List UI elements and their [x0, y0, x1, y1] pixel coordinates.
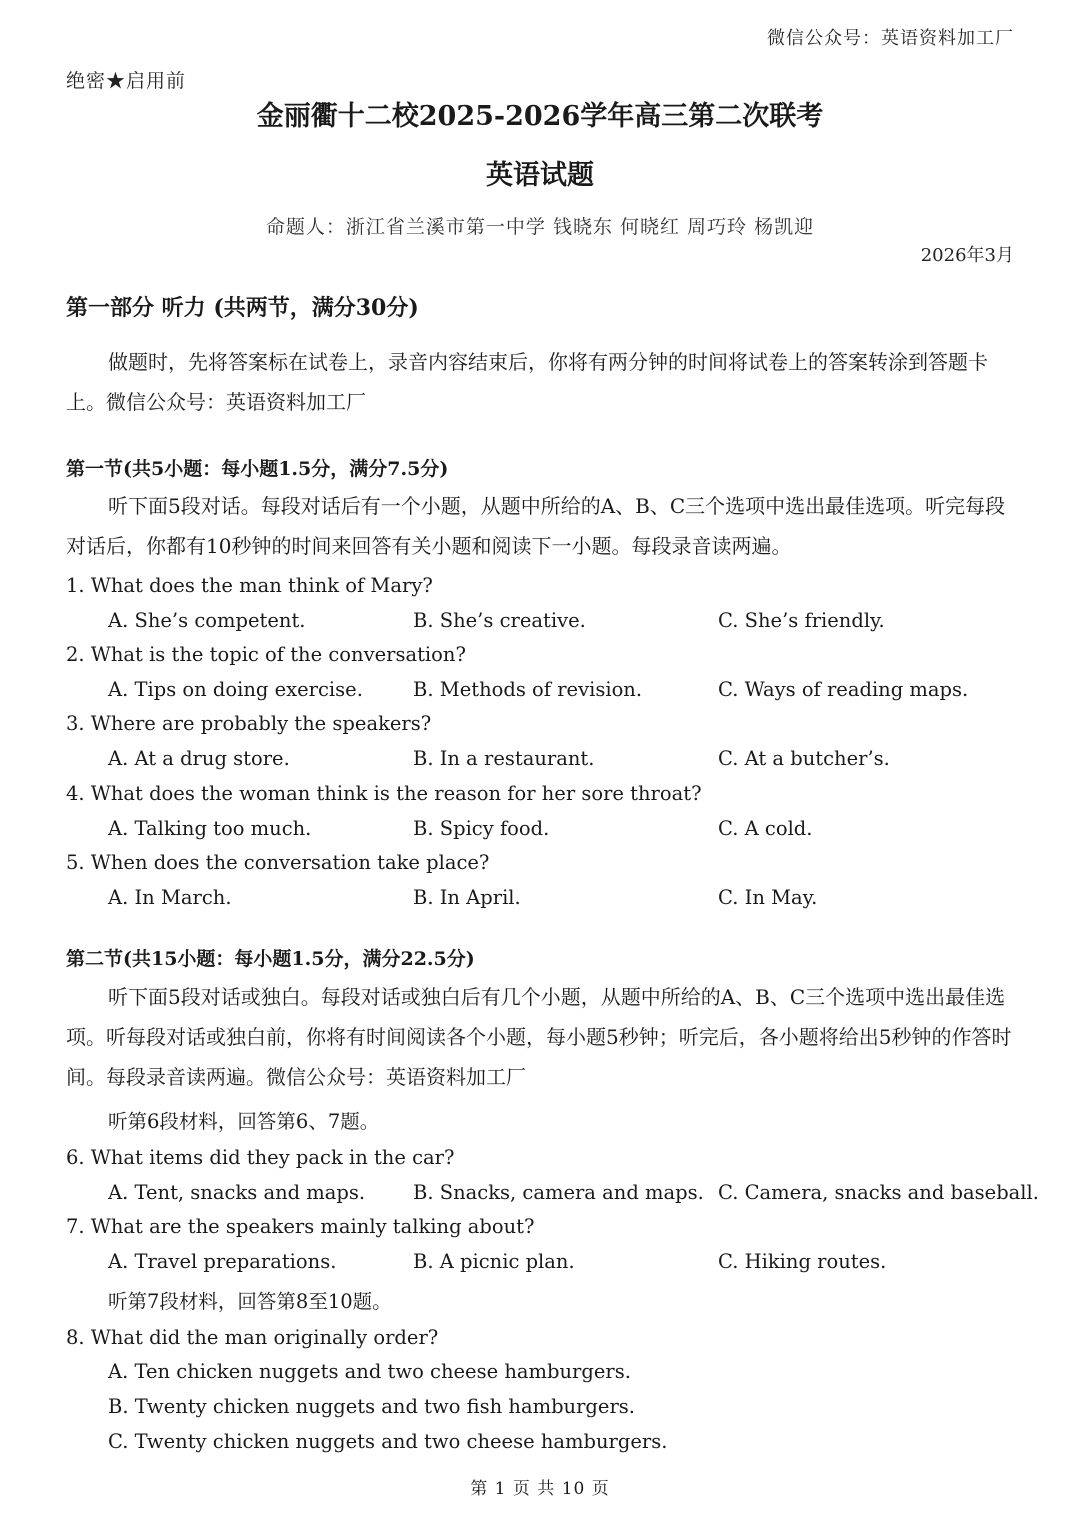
question-8-option-b: B. Twenty chicken nuggets and two fish hamburgers.: [108, 1395, 635, 1418]
question-8-option-c: C. Twenty chicken nuggets and two cheese hamburgers.: [108, 1430, 668, 1453]
question-6-option-b: B. Snacks, camera and maps.: [413, 1181, 704, 1204]
material-6-label: 听第6段材料，回答第6、7题。: [108, 1110, 380, 1133]
question-3-option-c: C. At a butcher’s.: [718, 747, 890, 770]
page-number: 第 1 页 共 10 页: [470, 1479, 610, 1499]
question-5: 5. When does the conversation take place?: [66, 851, 490, 874]
section1-heading: 第一节(共5小题：每小题1.5分，满分7.5分): [66, 458, 449, 480]
question-1: 1. What does the man think of Mary?: [66, 574, 433, 597]
section2-instructions: 听下面5段对话或独白。每段对话或独白后有几个小题，从题中所给的A、B、C三个选项中选出最佳选项。听每段对话或独白前，你将有时间阅读各个小题，每小题5秒钟；听完后，各小题将给出5秒钟的作答时间。每段录音读两遍。微信公众号：英语资料加工厂: [66, 985, 1012, 1089]
question-8-option-a: A. Ten chicken nuggets and two cheese hamburgers.: [108, 1360, 631, 1383]
question-7-option-c: C. Hiking routes.: [718, 1250, 887, 1273]
question-7: 7. What are the speakers mainly talking about?: [66, 1215, 535, 1238]
question-6: 6. What items did they pack in the car?: [66, 1146, 455, 1169]
question-2-option-a: A. Tips on doing exercise.: [108, 678, 363, 701]
part1-instructions: 做题时，先将答案标在试卷上，录音内容结束后，你将有两分钟的时间将试卷上的答案转涂到答题卡上。微信公众号：英语资料加工厂: [66, 350, 988, 414]
question-1-option-c: C. She’s friendly.: [718, 609, 885, 632]
question-6-option-c: C. Camera, snacks and baseball.: [718, 1181, 1039, 1204]
exam-authors: 命题人：浙江省兰溪市第一中学 钱晓东 何晓红 周巧玲 杨凯迎: [265, 216, 815, 238]
confidential-label: 绝密★启用前: [66, 70, 187, 92]
exam-date: 2026年3月: [920, 245, 1014, 266]
question-3: 3. Where are probably the speakers?: [66, 712, 432, 735]
question-5-option-a: A. In March.: [108, 886, 232, 909]
question-1-option-a: A. She’s competent.: [108, 609, 306, 632]
question-5-option-b: B. In April.: [413, 886, 521, 909]
question-4: 4. What does the woman think is the reason for her sore throat?: [66, 782, 702, 805]
question-4-option-a: A. Talking too much.: [108, 817, 312, 840]
question-3-option-a: A. At a drug store.: [108, 747, 290, 770]
question-8: 8. What did the man originally order?: [66, 1326, 439, 1349]
question-3-option-b: B. In a restaurant.: [413, 747, 595, 770]
section2-heading: 第二节(共15小题：每小题1.5分，满分22.5分): [66, 948, 475, 970]
exam-title: 金丽衢十二校2025-2026学年高三第二次联考: [256, 101, 824, 132]
question-5-option-c: C. In May.: [718, 886, 818, 909]
part1-heading: 第一部分 听力 (共两节，满分30分): [66, 295, 419, 321]
exam-subject: 英语试题: [486, 160, 594, 191]
question-4-option-c: C. A cold.: [718, 817, 813, 840]
question-7-option-b: B. A picnic plan.: [413, 1250, 575, 1273]
question-2: 2. What is the topic of the conversation?: [66, 643, 466, 666]
question-1-option-b: B. She’s creative.: [413, 609, 586, 632]
question-2-option-b: B. Methods of revision.: [413, 678, 643, 701]
material-7-label: 听第7段材料，回答第8至10题。: [108, 1290, 392, 1313]
question-2-option-c: C. Ways of reading maps.: [718, 678, 969, 701]
question-7-option-a: A. Travel preparations.: [108, 1250, 337, 1273]
wechat-watermark: 微信公众号：英语资料加工厂: [767, 28, 1014, 49]
question-4-option-b: B. Spicy food.: [413, 817, 550, 840]
question-6-option-a: A. Tent, snacks and maps.: [108, 1181, 366, 1204]
section1-instructions: 听下面5段对话。每段对话后有一个小题，从题中所给的A、B、C三个选项中选出最佳选项。听完每段对话后，你都有10秒钟的时间来回答有关小题和阅读下一小题。每段录音读两遍。: [66, 494, 1006, 558]
